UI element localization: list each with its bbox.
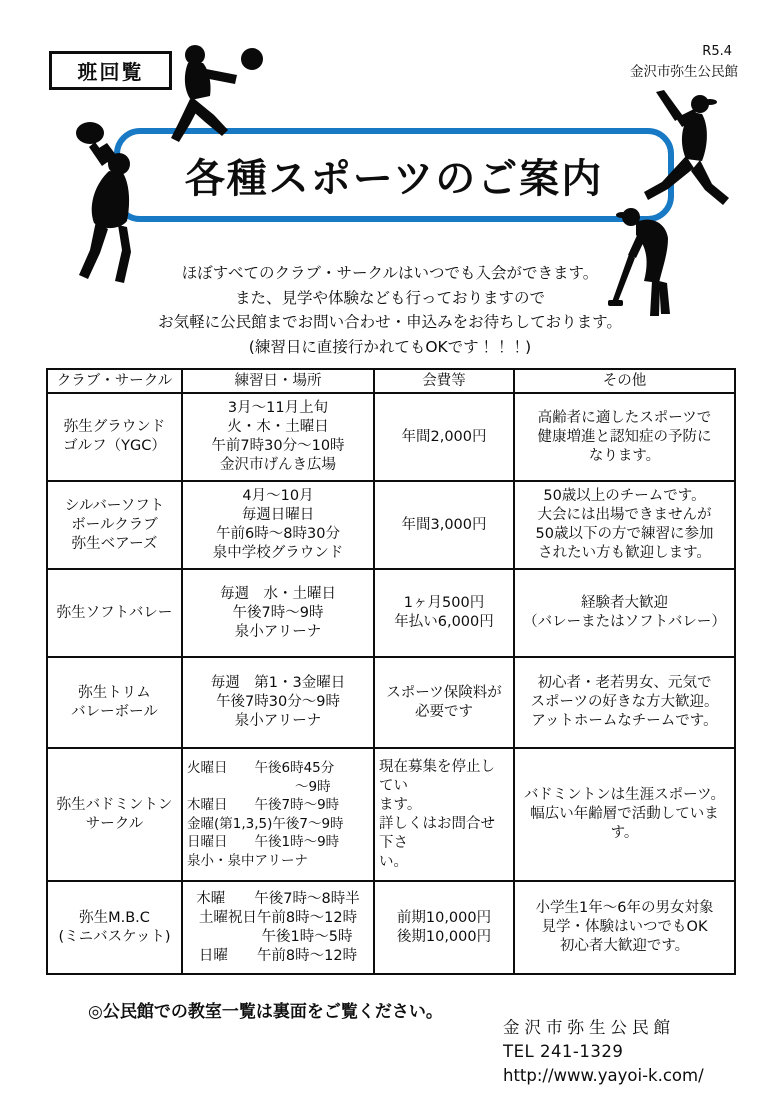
- notes-cell: 高齢者に適したスポーツで 健康増進と認知症の予防に なります。: [514, 393, 735, 481]
- circulation-label: 班回覧: [77, 60, 144, 84]
- fee-cell: 1ヶ月500円 年払い6,000円: [374, 569, 514, 657]
- schedule-cell: 毎週 水・土曜日 午後7時～9時 泉小アリーナ: [182, 569, 374, 657]
- table-row: [47, 748, 735, 881]
- club-name-cell: 弥生M.B.C (ミニバスケット): [47, 881, 182, 974]
- header-club: クラブ・サークル: [47, 369, 182, 393]
- table-row: [47, 569, 735, 657]
- club-name-cell: 弥生ソフトバレー: [47, 569, 182, 657]
- schedule-cell: 木曜 午後7時～8時半 土曜祝日午前8時～12時 午後1時～5時 日曜 午前8時～12時: [182, 881, 374, 974]
- table-row: [47, 393, 735, 481]
- club-name-cell: シルバーソフト ボールクラブ 弥生ベアーズ: [47, 481, 182, 569]
- contact-block: [503, 1016, 704, 1088]
- table-row: [47, 881, 735, 974]
- header-fee: 会費等: [374, 369, 514, 393]
- organization-name: 金沢市弥生公民館: [630, 64, 738, 80]
- fee-cell: 年間3,000円: [374, 481, 514, 569]
- fee-cell: 年間2,000円: [374, 393, 514, 481]
- club-name-cell: 弥生バドミントン サークル: [47, 748, 182, 881]
- issue-code: R5.4: [702, 44, 732, 59]
- fee-cell: スポーツ保険料が 必要です: [374, 657, 514, 748]
- schedule-cell: 火曜日 午後6時45分 ～9時 木曜日 午後7時～9時 金曜(第1,3,5)午後7～9時 日曜日 午後1時～9時 泉小・泉中アリーナ: [182, 748, 374, 881]
- schedule-cell: 3月～11月上旬 火・木・土曜日 午前7時30分～10時 金沢市げんき広場: [182, 393, 374, 481]
- header-schedule: 練習日・場所: [182, 369, 374, 393]
- club-name-cell: 弥生トリム バレーボール: [47, 657, 182, 748]
- table-row: [47, 657, 735, 748]
- schedule-cell: 4月～10月 毎週日曜日 午前6時～8時30分 泉中学校グラウンド: [182, 481, 374, 569]
- tennis-player-icon: [66, 118, 166, 296]
- contact-organization: 金沢市弥生公民館: [503, 1018, 675, 1037]
- notes-cell: 初心者・老若男女、元気で スポーツの好きな方大歓迎。 アットホームなチームです。: [514, 657, 735, 748]
- schedule-cell: 毎週 第1・3金曜日 午後7時30分～9時 泉小アリーナ: [182, 657, 374, 748]
- header-notes: その他: [514, 369, 735, 393]
- table-row: [47, 481, 735, 569]
- clubs-table: [46, 368, 736, 975]
- contact-url: http://www.yayoi-k.com/: [503, 1066, 704, 1085]
- fee-cell: 前期10,000円 後期10,000円: [374, 881, 514, 974]
- contact-phone: TEL 241-1329: [503, 1042, 624, 1061]
- intro-text: ほぼすべてのクラブ・サークルはいつでも入会ができます。 また、見学や体験なども行っておりますので お気軽に公民館までお問い合わせ・申込みをお待ちしております。 (練習日に直接行かれてもOKです！！！): [158, 264, 622, 356]
- golfer-icon: [608, 190, 696, 324]
- header-area: [0, 0, 780, 368]
- table-header-row: [47, 369, 735, 393]
- issue-block: [630, 42, 738, 82]
- notes-cell: 経験者大歓迎 （バレーまたはソフトバレー）: [514, 569, 735, 657]
- fee-cell: 現在募集を停止してい ます。 詳しくはお問合せ下さ い。: [374, 748, 514, 881]
- backside-note: ◎公民館での教室一覧は裏面をご覧ください。: [88, 1002, 443, 1022]
- notes-cell: 小学生1年～6年の男女対象 見学・体験はいつでもOK 初心者大歓迎です。: [514, 881, 735, 974]
- notes-cell: バドミントンは生涯スポーツ。 幅広い年齢層で活動しています。: [514, 748, 735, 881]
- page-title: 各種スポーツのご案内: [184, 155, 604, 202]
- circulation-badge: [49, 51, 172, 90]
- club-name-cell: 弥生グラウンド ゴルフ（YGC）: [47, 393, 182, 481]
- soccer-player-icon: [166, 42, 266, 144]
- notes-cell: 50歳以上のチームです。 大会には出場できませんが 50歳以下の方で練習に参加 されたい方も歓迎します。: [514, 481, 735, 569]
